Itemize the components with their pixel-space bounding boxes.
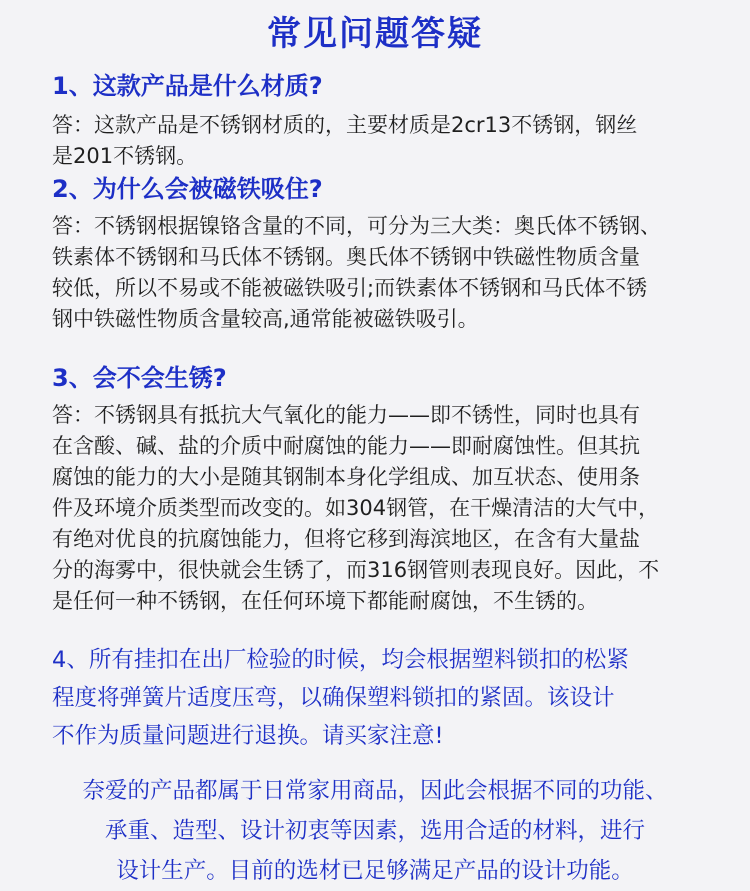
answer-line: 在含酸、碱、盐的介质中耐腐蚀的能力——即耐腐蚀性。但其抗 bbox=[52, 434, 640, 458]
notice-line: 4、所有挂扣在出厂检验的时候，均会根据塑料锁扣的松紧 bbox=[52, 647, 629, 673]
notice-line: 不作为质量问题进行退换。请买家注意! bbox=[52, 723, 444, 749]
answer-line: 腐蚀的能力的大小是随其钢制本身化学组成、加互状态、使用条 bbox=[52, 465, 640, 489]
faq-question-2: 2、为什么会被磁铁吸住? bbox=[52, 175, 323, 203]
answer-line: 是201不锈钢。 bbox=[52, 144, 198, 168]
answer-line: 有绝对优良的抗腐蚀能力，但将它移到海滨地区，在含有大量盐 bbox=[52, 527, 640, 551]
notice-line: 程度将弹簧片适度压弯，以确保塑料锁扣的紧固。该设计 bbox=[52, 685, 615, 711]
faq-question-3: 3、会不会生锈? bbox=[52, 364, 227, 392]
answer-line: 答：不锈钢根据镍铬含量的不同，可分为三大类：奥氏体不锈钢、 bbox=[52, 214, 661, 238]
answer-line: 钢中铁磁性物质含量较高,通常能被磁铁吸引。 bbox=[52, 307, 479, 331]
faq-answer-2 bbox=[52, 211, 702, 335]
notice-paragraph bbox=[52, 641, 712, 755]
answer-line: 较低，所以不易或不能被磁铁吸引;而铁素体不锈钢和马氏体不锈 bbox=[52, 276, 648, 300]
closing-line: 承重、造型、设计初衷等因素，选用合适的材料，进行 bbox=[104, 818, 645, 844]
answer-line: 件及环境介质类型而改变的。如304钢管，在干燥清洁的大气中， bbox=[52, 496, 660, 520]
answer-line: 答：不锈钢具有抵抗大气氧化的能力——即不锈性，同时也具有 bbox=[52, 403, 640, 427]
answer-line: 分的海雾中，很快就会生锈了，而316钢管则表现良好。因此，不 bbox=[52, 558, 660, 582]
closing-line: 设计生产。目前的选材已足够满足产品的设计功能。 bbox=[116, 858, 634, 884]
faq-answer-1 bbox=[52, 110, 702, 172]
answer-line: 铁素体不锈钢和马氏体不锈钢。奥氏体不锈钢中铁磁性物质含量 bbox=[52, 245, 640, 269]
answer-line: 是任何一种不锈钢，在任何环境下都能耐腐蚀，不生锈的。 bbox=[52, 589, 598, 613]
answer-line: 答：这款产品是不锈钢材质的，主要材质是2cr13不锈钢，钢丝 bbox=[52, 113, 638, 137]
closing-paragraph bbox=[0, 771, 750, 891]
faq-question-1: 1、这款产品是什么材质? bbox=[52, 72, 323, 100]
closing-line: 奈爱的产品都属于日常家用商品，因此会根据不同的功能、 bbox=[82, 778, 668, 804]
faq-answer-3 bbox=[52, 400, 702, 617]
page-title: 常见问题答疑 bbox=[267, 14, 483, 54]
